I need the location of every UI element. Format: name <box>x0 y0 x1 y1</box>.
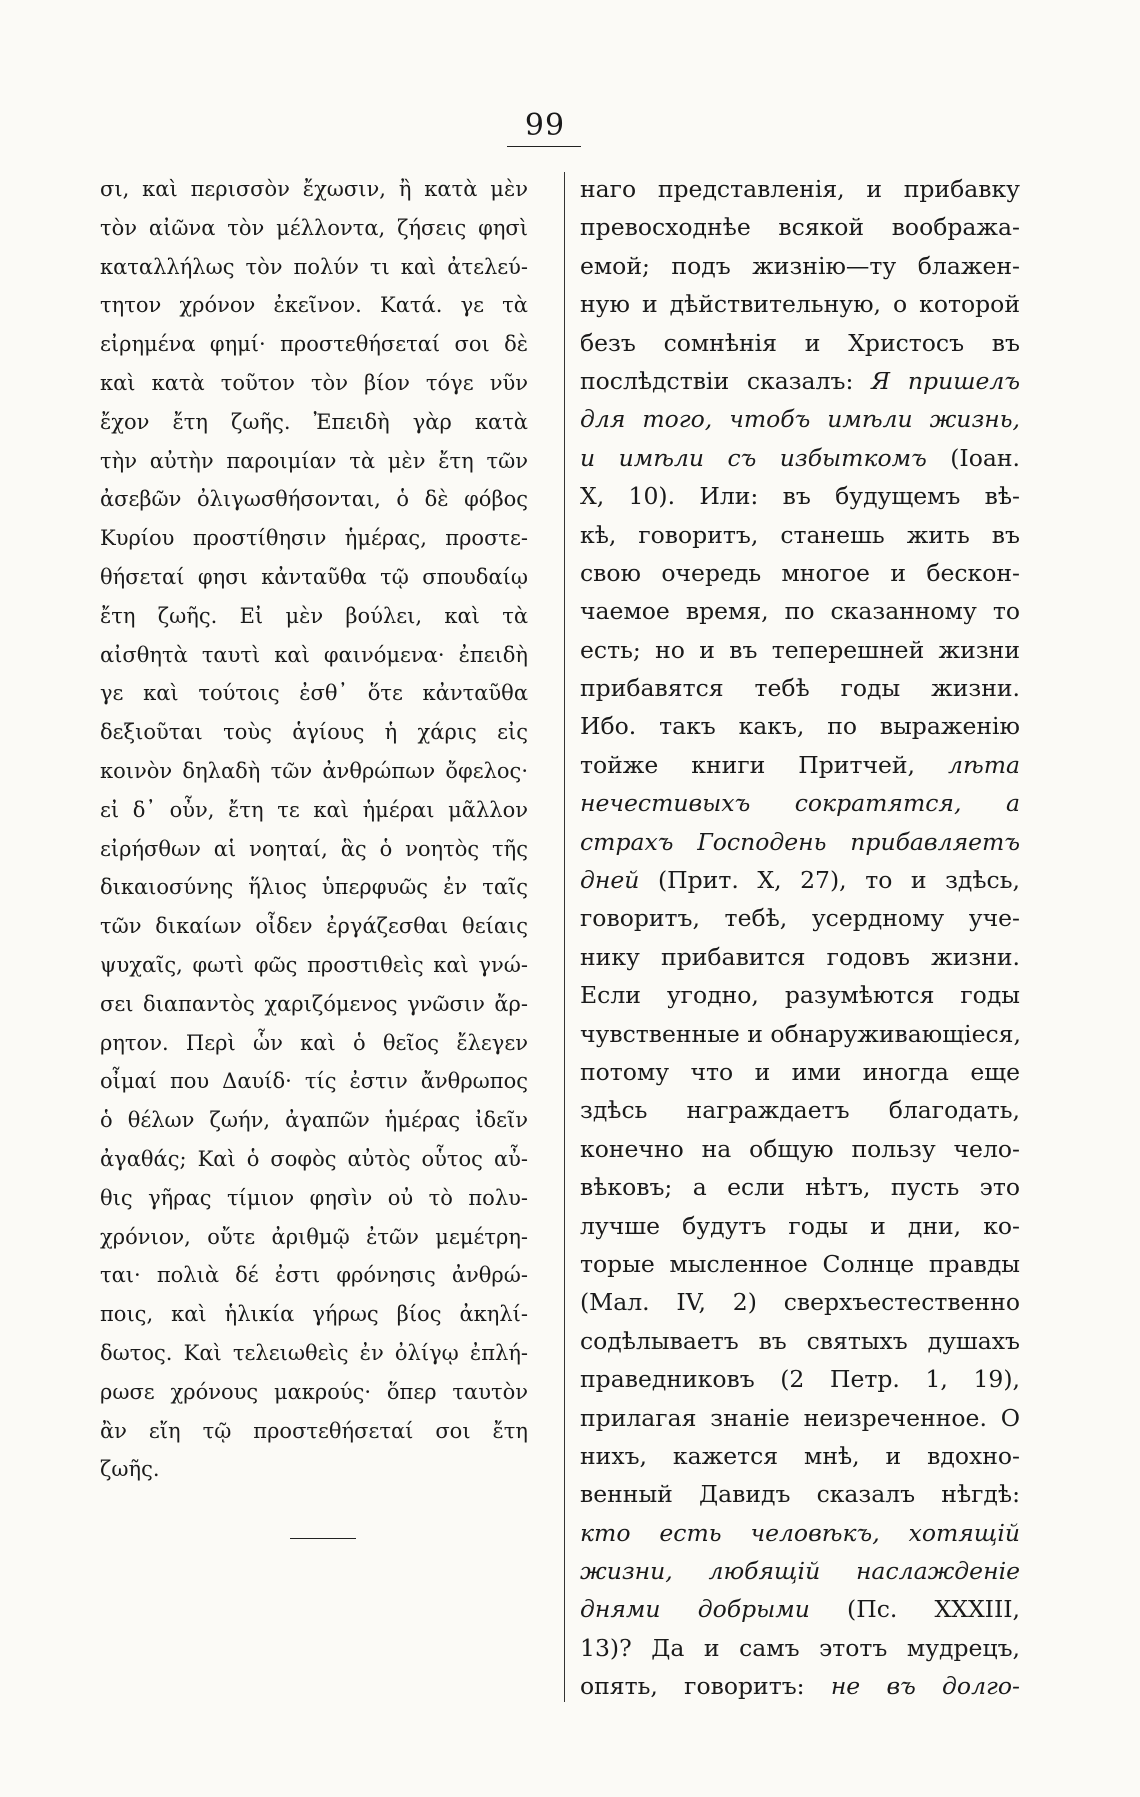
text-segment: прилагая знаніе неизреченное. О <box>580 1403 1020 1432</box>
greek-text-line: ὁ θέλων ζωήν, ἀγαπῶν ἡμέρας ἰδεῖν <box>100 1108 528 1133</box>
russian-text-line <box>580 1168 1020 1206</box>
greek-text-line: κοινὸν δηλαδὴ τῶν ἀνθρώπων ὄφελος· <box>100 758 528 783</box>
russian-text-line <box>580 1629 1020 1667</box>
column-divider <box>564 172 565 1702</box>
russian-text-line <box>580 1437 1020 1475</box>
russian-text-line <box>580 1015 1020 1053</box>
russian-text-line <box>580 1514 1020 1552</box>
greek-text-line: Κυρίου προστίθησιν ἡμέρας, προστε- <box>100 526 528 551</box>
text-segment: X, 10). Или: въ будущемъ вѣ- <box>580 482 1020 511</box>
greek-text-line: γε καὶ τούτοις ἐσθ᾽ ὅτε κἀνταῦθα <box>100 681 528 706</box>
russian-text-line <box>580 784 1020 822</box>
greek-text-column <box>100 170 528 1489</box>
russian-text-line <box>580 631 1020 669</box>
text-segment: содѣлываетъ въ святыхъ душахъ <box>580 1326 1020 1355</box>
greek-text-line: εἰρημένα φημί· προστεθήσεταί σοι δὲ <box>100 332 528 357</box>
text-segment: говоритъ, тебѣ, усердному уче- <box>580 904 1020 933</box>
russian-text-line <box>580 1399 1020 1437</box>
greek-text-line: θήσεταί φησι κἀνταῦθα τῷ σπουδαίῳ <box>100 564 528 589</box>
italic-quote-segment: Я пришелъ <box>871 366 1020 395</box>
russian-text-line <box>580 1552 1020 1590</box>
text-segment: превосходнѣе всякой вообража- <box>580 213 1020 242</box>
greek-text-line: ζωῆς. <box>100 1457 160 1482</box>
text-segment: кѣ, говоритъ, станешь жить въ <box>580 520 1020 549</box>
text-segment: есть; но и въ теперешней жизни <box>580 635 1020 664</box>
text-segment: торые мысленное Солнце правды <box>580 1249 1020 1278</box>
greek-text-line: δεξιοῦται τοὺς ἁγίους ἡ χάρις εἰς <box>100 720 528 745</box>
text-segment: праведниковъ (2 Петр. 1, 19), <box>580 1365 1020 1394</box>
text-segment: Ибо. такъ какъ, по выраженію <box>580 712 1020 741</box>
russian-text-line <box>580 208 1020 246</box>
russian-text-line <box>580 1130 1020 1168</box>
italic-quote-segment: дней <box>580 866 640 895</box>
italic-quote-segment: нечестивыхъ сократятся, а <box>580 789 1020 818</box>
text-segment: чаемое время, по сказанному то <box>580 597 1020 626</box>
text-segment: нихъ, кажется мнѣ, и вдохно- <box>580 1441 1020 1470</box>
text-segment: потому что и ими иногда еще <box>580 1057 1020 1086</box>
text-segment: (Пс. XXXIII, <box>809 1595 1020 1624</box>
greek-text-line: ἀσεβῶν ὀλιγωσθήσονται, ὁ δὲ φόβος <box>100 487 528 512</box>
text-segment: нику прибавится годовъ жизни. <box>580 942 1020 971</box>
greek-text-line: εἰρήσθων αἱ νοηταί, ἃς ὁ νοητὸς τῆς <box>100 836 528 861</box>
greek-text-line: τὴν αὐτὴν παροιμίαν τὰ μὲν ἔτη τῶν <box>100 448 528 473</box>
russian-text-line <box>580 170 1020 208</box>
italic-quote-segment: не въ долго- <box>830 1672 1020 1701</box>
text-segment: наго представленія, и прибавку <box>580 175 1020 203</box>
greek-text-line: ρωσε χρόνους μακρούς· ὅπερ ταυτὸν <box>100 1379 528 1404</box>
greek-text-line: ἔτη ζωῆς. Εἰ μὲν βούλει, καὶ τὰ <box>100 603 528 628</box>
greek-text-line: ποις, καὶ ἡλικία γήρως βίος ἀκηλί- <box>100 1302 528 1327</box>
page-number-rule <box>507 146 581 147</box>
russian-text-line <box>580 439 1020 477</box>
russian-text-line <box>580 477 1020 515</box>
russian-text-line <box>580 707 1020 745</box>
greek-text-line: ἔχον ἔτη ζωῆς. Ἐπειδὴ γὰρ κατὰ <box>100 409 528 434</box>
section-end-rule <box>290 1538 356 1539</box>
greek-text-line: ρητον. Περὶ ὧν καὶ ὁ θεῖος ἔλεγεν <box>100 1030 528 1055</box>
italic-quote-segment: кто есть человѣкъ, хотящій <box>580 1518 1020 1547</box>
greek-text-line: οἶμαί που Δαυίδ· τίς ἐστιν ἄνθρωπος <box>100 1069 528 1094</box>
text-segment: ную и дѣйствительную, о которой <box>580 290 1020 319</box>
russian-text-line <box>580 362 1020 400</box>
greek-text-line: ἂν εἴη τῷ προστεθήσεταί σοι ἔτη <box>100 1418 528 1443</box>
russian-text-line <box>580 1283 1020 1321</box>
text-segment: емой; подъ жизнію—ту блажен- <box>580 251 1020 280</box>
russian-text-line <box>580 746 1020 784</box>
text-segment: (Іоан. <box>926 443 1021 472</box>
russian-text-line <box>580 554 1020 592</box>
text-segment: венный Давидъ сказалъ нѣгдѣ: <box>580 1480 1020 1509</box>
russian-text-line <box>580 1475 1020 1513</box>
russian-text-line <box>580 592 1020 630</box>
russian-text-line <box>580 1360 1020 1398</box>
russian-text-line <box>580 1245 1020 1283</box>
greek-text-line: σι, καὶ περισσὸν ἔχωσιν, ἢ κατὰ μὲν <box>100 177 528 201</box>
text-segment: вѣковъ; а если нѣтъ, пусть это <box>580 1173 1020 1202</box>
text-segment: послѣдствіи сказалъ: <box>580 366 872 395</box>
text-segment: конечно на общую пользу чело- <box>580 1134 1020 1163</box>
greek-text-line: δωτος. Καὶ τελειωθεὶς ἐν ὀλίγῳ ἐπλή- <box>100 1340 528 1365</box>
russian-text-line <box>580 899 1020 937</box>
italic-quote-segment: для того, чтобъ имѣли жизнь, <box>580 405 1020 434</box>
greek-text-line: καταλλήλως τὸν πολύν τι καὶ ἀτελεύ- <box>100 254 528 279</box>
greek-text-line: καὶ κατὰ τοῦτον τὸν βίον τόγε νῦν <box>100 370 528 395</box>
russian-text-line <box>580 669 1020 707</box>
text-segment: здѣсь награждаетъ благодать, <box>580 1096 1020 1125</box>
russian-text-line <box>580 1207 1020 1245</box>
greek-text-line: χρόνιον, οὔτε ἀριθμῷ ἐτῶν μεμέτρη- <box>100 1224 528 1249</box>
italic-quote-segment: и имѣли съ избыткомъ <box>580 443 927 472</box>
text-segment: (Мал. IV, 2) сверхъестественно <box>580 1288 1020 1317</box>
text-segment: 13)? Да и самъ этотъ мудрецъ, <box>580 1633 1020 1662</box>
russian-text-line <box>580 1053 1020 1091</box>
italic-quote-segment: жизни, любящій наслажденіе <box>580 1557 1020 1586</box>
italic-quote-segment: страхъ Господень прибавляетъ <box>580 827 1020 856</box>
greek-text-line: ται· πολιὰ δέ ἐστι φρόνησις ἀνθρώ- <box>100 1263 528 1288</box>
text-segment: лучше будутъ годы и дни, ко- <box>580 1211 1020 1240</box>
text-segment: (Прит. X, 27), то и здѣсь, <box>639 866 1020 895</box>
text-segment: опять, говоритъ: <box>580 1672 831 1701</box>
greek-text-line: δικαιοσύνης ἥλιος ὑπερφυῶς ἐν ταῖς <box>100 875 528 900</box>
russian-text-line <box>580 516 1020 554</box>
page-number: 99 <box>524 108 566 143</box>
russian-text-line <box>580 976 1020 1014</box>
text-segment: Если угодно, разумѣются годы <box>580 981 1020 1010</box>
italic-quote-segment: лѣта <box>948 750 1020 779</box>
greek-text-line: σει διαπαντὸς χαριζόμενος γνῶσιν ἄρ- <box>100 991 528 1016</box>
text-segment: безъ сомнѣнія и Христосъ въ <box>580 328 1020 357</box>
greek-text-line: ἀγαθάς; Καὶ ὁ σοφὸς αὐτὸς οὗτος αὖ- <box>100 1146 528 1171</box>
text-segment: тойже книги Притчей, <box>580 750 948 779</box>
russian-text-line <box>580 400 1020 438</box>
greek-text-line: αἰσθητὰ ταυτὶ καὶ φαινόμενα· ἐπειδὴ <box>100 642 528 667</box>
greek-text-line: τῶν δικαίων οἶδεν ἐργάζεσθαι θείαις <box>100 914 528 939</box>
text-segment: прибавятся тебѣ годы жизни. <box>580 674 1020 703</box>
russian-text-line <box>580 1322 1020 1360</box>
russian-text-line <box>580 938 1020 976</box>
greek-text-line: ψυχαῖς, φωτὶ φῶς προστιθεὶς καὶ γνώ- <box>100 952 528 977</box>
russian-text-line <box>580 1667 1020 1705</box>
russian-text-line <box>580 1091 1020 1129</box>
greek-text-line: τητον χρόνον ἐκεῖνον. Κατά. γε τὰ <box>100 293 528 318</box>
greek-text-line: θις γῆρας τίμιον φησὶν οὐ τὸ πολυ- <box>100 1185 528 1210</box>
russian-text-line <box>580 285 1020 323</box>
russian-text-line <box>580 324 1020 362</box>
greek-text-line: εἰ δ᾽ οὖν, ἔτη τε καὶ ἡμέραι μᾶλλον <box>100 797 528 822</box>
italic-quote-segment: днями добрыми <box>580 1595 810 1624</box>
text-segment: свою очередь многое и бескон- <box>580 558 1020 587</box>
russian-text-column <box>580 170 1020 1706</box>
russian-text-line <box>580 247 1020 285</box>
russian-text-line <box>580 1590 1020 1628</box>
text-segment: чувственные и обнаруживающіеся, <box>580 1019 1021 1048</box>
greek-text-line: τὸν αἰῶνα τὸν μέλλοντα, ζήσεις φησὶ <box>100 215 528 240</box>
russian-text-line <box>580 861 1020 899</box>
russian-text-line <box>580 823 1020 861</box>
